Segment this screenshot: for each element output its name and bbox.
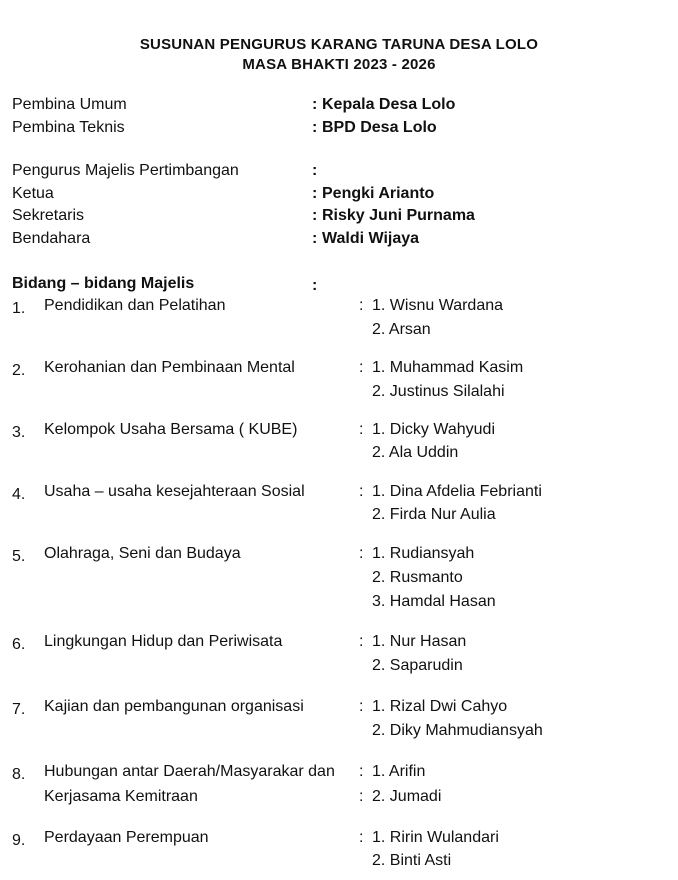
member-name: 2. Ala Uddin (372, 444, 459, 461)
pembina-teknis-label: Pembina Teknis (12, 119, 125, 136)
bidang-number: 4. (12, 486, 26, 503)
sekretaris-label: Sekretaris (12, 207, 85, 224)
colon: : (359, 788, 364, 805)
ketua-value: Pengki Arianto (322, 185, 435, 202)
bidang-title: Kerohanian dan Pembinaan Mental (44, 359, 295, 376)
document-title: SUSUNAN PENGURUS KARANG TARUNA DESA LOLO (139, 36, 539, 53)
member-name: 2. Diky Mahmudiansyah (372, 722, 543, 739)
bidang-title: Kelompok Usaha Bersama ( KUBE) (44, 421, 298, 438)
member-name: 1. Wisnu Wardana (372, 297, 504, 314)
member-name: 1. Nur Hasan (372, 633, 467, 650)
member-name: 2. Justinus Silalahi (372, 383, 505, 400)
member-name: 1. Arifin (372, 763, 426, 780)
colon: : (359, 359, 364, 376)
bidang-number: 8. (12, 766, 26, 783)
ketua-label: Ketua (12, 185, 54, 202)
pembina-umum-value: Kepala Desa Lolo (322, 96, 456, 113)
member-name: 1. Ririn Wulandari (372, 829, 499, 846)
colon: : (359, 829, 364, 846)
bidang-title-continued: Kerjasama Kemitraan (44, 788, 198, 805)
colon: : (312, 119, 318, 136)
colon: : (312, 230, 318, 247)
colon: : (359, 483, 364, 500)
colon: : (359, 698, 364, 715)
member-name: 1. Muhammad Kasim (372, 359, 524, 376)
colon: : (312, 162, 318, 179)
bidang-number: 3. (12, 424, 26, 441)
bendahara-label: Bendahara (12, 230, 91, 247)
member-name: 1. Dina Afdelia Febrianti (372, 483, 542, 500)
pembina-teknis-value: BPD Desa Lolo (322, 119, 437, 136)
document-subtitle: MASA BHAKTI 2023 - 2026 (242, 56, 436, 73)
bidang-number: 9. (12, 832, 26, 849)
colon: : (312, 207, 318, 224)
member-name: 1. Rudiansyah (372, 545, 475, 562)
bidang-heading: Bidang – bidang Majelis (12, 275, 195, 292)
colon: : (359, 421, 364, 438)
member-name: 2. Saparudin (372, 657, 463, 674)
bidang-number: 7. (12, 701, 26, 718)
member-name: 2. Arsan (372, 321, 431, 338)
colon: : (312, 96, 318, 113)
member-name: 2. Binti Asti (372, 852, 452, 869)
member-name: 3. Hamdal Hasan (372, 593, 496, 610)
sekretaris-value: Risky Juni Purnama (322, 207, 475, 224)
colon: : (359, 545, 364, 562)
bendahara-value: Waldi Wijaya (322, 230, 420, 247)
bidang-title: Usaha – usaha kesejahteraan Sosial (44, 483, 305, 500)
bidang-title: Olahraga, Seni dan Budaya (44, 545, 241, 562)
bidang-title: Kajian dan pembangunan organisasi (44, 698, 304, 715)
bidang-number: 6. (12, 636, 26, 653)
bidang-number: 2. (12, 362, 26, 379)
colon: : (359, 633, 364, 650)
bidang-title: Pendidikan dan Pelatihan (44, 297, 226, 314)
member-name: 2. Rusmanto (372, 569, 463, 586)
pembina-umum-label: Pembina Umum (12, 96, 127, 113)
member-name: 2. Jumadi (372, 788, 442, 805)
member-name: 1. Dicky Wahyudi (372, 421, 495, 438)
colon: : (312, 277, 318, 294)
bidang-number: 5. (12, 548, 26, 565)
colon: : (312, 185, 318, 202)
colon: : (359, 297, 364, 314)
majelis-heading: Pengurus Majelis Pertimbangan (12, 162, 239, 179)
bidang-title: Hubungan antar Daerah/Masyarakar dan (44, 763, 335, 780)
bidang-title: Perdayaan Perempuan (44, 829, 209, 846)
member-name: 2. Firda Nur Aulia (372, 506, 496, 523)
bidang-title: Lingkungan Hidup dan Periwisata (44, 633, 283, 650)
member-name: 1. Rizal Dwi Cahyo (372, 698, 508, 715)
colon: : (359, 763, 364, 780)
bidang-number: 1. (12, 300, 26, 317)
